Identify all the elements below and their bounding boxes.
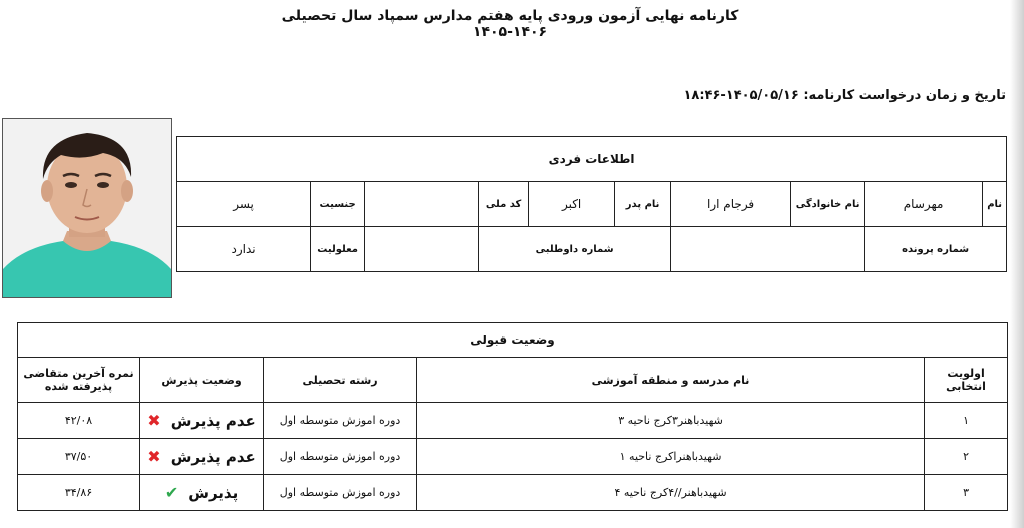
disability-label: معلولیت [311, 227, 365, 272]
priority-cell: ۳ [925, 475, 1008, 511]
status-text: عدم پذیرش [170, 411, 256, 430]
school-cell: شهیدباهنر۳کرج ناحیه ۳ [417, 403, 925, 439]
first-name-label: نام [983, 182, 1007, 227]
table-row [18, 475, 1008, 511]
father-name-value: اکبر [529, 182, 615, 227]
school-header: نام مدرسه و منطقه آموزشی [417, 358, 925, 403]
page-edge-shadow [1010, 0, 1024, 528]
gender-value: پسر [177, 182, 311, 227]
national-code-value [365, 182, 479, 227]
field-header: رشته تحصیلی [264, 358, 417, 403]
table-row [18, 403, 1008, 439]
last-score-cell: ۳۷/۵۰ [18, 439, 140, 475]
red-x-icon: ✖ [147, 446, 161, 466]
status-cell [140, 475, 264, 511]
gender-label: جنسیت [311, 182, 365, 227]
last-score-cell: ۴۲/۰۸ [18, 403, 140, 439]
status-header: وضعیت پذیرش [140, 358, 264, 403]
request-datetime [683, 88, 1006, 103]
personal-section-title: اطلاعات فردی [177, 137, 1007, 182]
disability-value: ندارد [177, 227, 311, 272]
green-check-icon: ✔ [164, 482, 179, 502]
applicant-number-label: شماره داوطلبی [479, 227, 671, 272]
last-name-label: نام خانوادگی [791, 182, 865, 227]
report-title: کارنامه نهایی آزمون ورودی پایه هفتم مدارس سمپاد سال تحصیلی ۱۴۰۶-۱۴۰۵ [281, 8, 739, 40]
red-x-icon: ✖ [147, 410, 161, 430]
file-number-value [671, 227, 865, 272]
field-cell: دوره اموزش متوسطه اول [264, 403, 417, 439]
student-photo [2, 118, 172, 298]
last-name-value: فرجام ارا [671, 182, 791, 227]
status-cell [140, 403, 264, 439]
request-value: ۱۴۰۵/۰۵/۱۶-۱۸:۴۶ [683, 88, 799, 103]
field-cell: دوره اموزش متوسطه اول [264, 439, 417, 475]
status-text: عدم پذیرش [170, 447, 256, 466]
request-label: تاریخ و زمان درخواست کارنامه: [803, 88, 1006, 103]
acceptance-section-title: وضعیت قبولی [18, 323, 1008, 358]
field-cell: دوره اموزش متوسطه اول [264, 475, 417, 511]
applicant-number-value [365, 227, 479, 272]
national-code-label: کد ملی [479, 182, 529, 227]
table-row [18, 439, 1008, 475]
status-text: پذیرش [188, 483, 239, 502]
file-number-label: شماره پرونده [865, 227, 1007, 272]
school-cell: شهیدباهنراکرج ناحیه ۱ [417, 439, 925, 475]
priority-header: اولویت انتخابی [925, 358, 1008, 403]
school-cell: شهیدباهنر//۴کرج ناحیه ۴ [417, 475, 925, 511]
priority-cell: ۱ [925, 403, 1008, 439]
acceptance-table [17, 322, 1008, 511]
father-name-label: نام پدر [615, 182, 671, 227]
last-score-cell: ۳۴/۸۶ [18, 475, 140, 511]
status-cell [140, 439, 264, 475]
personal-info-table [176, 136, 1007, 272]
priority-cell: ۲ [925, 439, 1008, 475]
first-name-value: مهرسام [865, 182, 983, 227]
last-score-header: نمره آخرین متقاضی پذیرفته شده [18, 358, 140, 403]
